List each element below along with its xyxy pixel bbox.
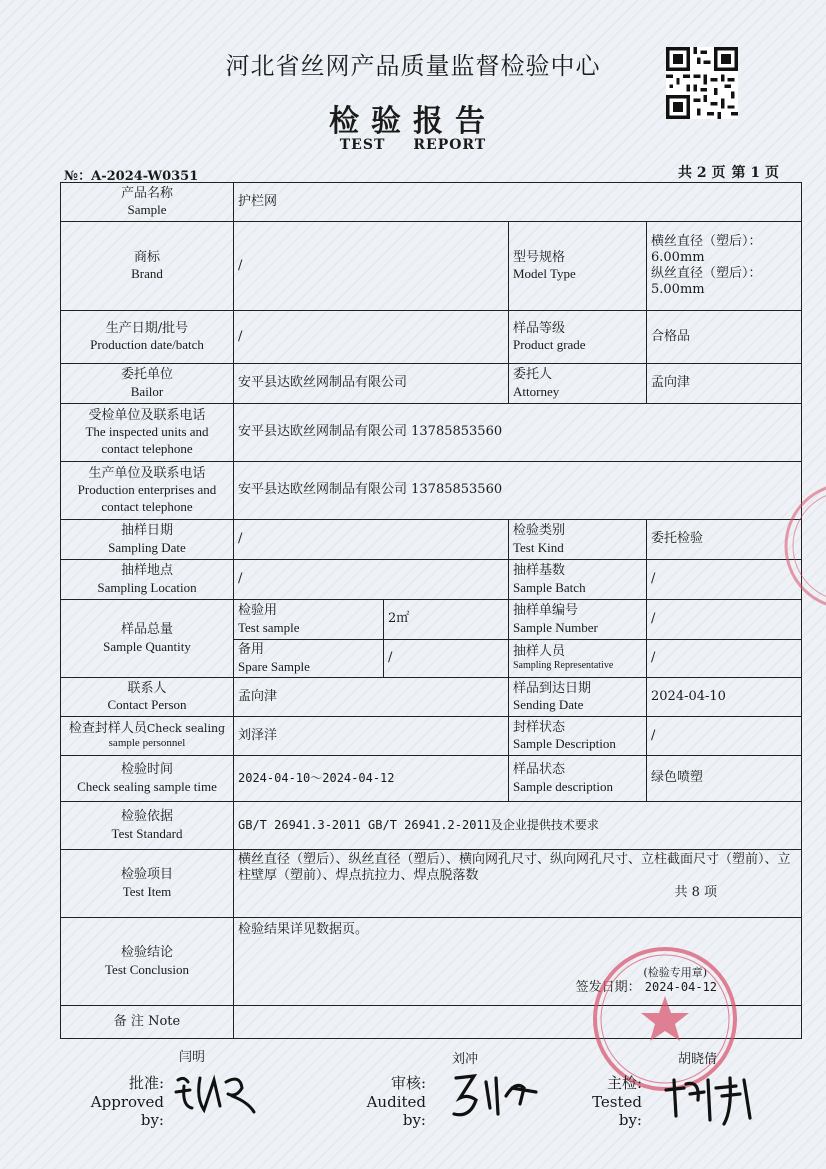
note-label: 备 注 Note xyxy=(61,1006,234,1039)
sample-state-label: 样品状态 Sample description xyxy=(509,756,647,802)
institution-name: 河北省丝网产品质量监督检验中心 xyxy=(225,52,601,80)
auditor-name: 刘冲 xyxy=(452,1052,479,1067)
check-time-label: 检验时间 Check sealing sample time xyxy=(61,756,234,802)
prod-date-value: / xyxy=(234,311,509,364)
table-row xyxy=(61,364,802,404)
tester-signature-icon xyxy=(660,1070,760,1130)
signature-area xyxy=(0,1040,826,1169)
grade-value: 合格品 xyxy=(647,311,802,364)
sample-state-value: 绿色喷塑 xyxy=(647,756,802,802)
sample-value: 护栏网 xyxy=(234,183,802,222)
check-time-value: 2024-04-10～2024-04-12 xyxy=(234,756,509,802)
issue-date: 签发日期： 2024-04-12 xyxy=(575,980,718,995)
table-row xyxy=(61,183,802,222)
table-row xyxy=(61,462,802,520)
sampling-date-value: / xyxy=(234,520,509,560)
attorney-value: 孟向津 xyxy=(647,364,802,404)
spare-sample-label: 备用 Spare Sample xyxy=(234,640,384,678)
items-label: 检验项目 Test Item xyxy=(61,850,234,918)
check-personnel-label: 检查封样人员Check sealing sample personnel xyxy=(61,717,234,756)
table-row xyxy=(61,850,802,918)
bailor-label: 委托单位 Bailor xyxy=(61,364,234,404)
sampling-location-label: 抽样地点 Sampling Location xyxy=(61,560,234,600)
auditor-signature-icon xyxy=(446,1068,546,1123)
grade-label: 样品等级 Product grade xyxy=(509,311,647,364)
test-kind-value: 委托检验 xyxy=(647,520,802,560)
seal-note: (检验专用章) xyxy=(643,966,708,980)
seam-stamp-icon xyxy=(778,466,826,626)
test-kind-label: 检验类别 Test Kind xyxy=(509,520,647,560)
standard-label: 检验依据 Test Standard xyxy=(61,802,234,850)
prod-date-label: 生产日期/批号 Production date/batch xyxy=(61,311,234,364)
quantity-label: 样品总量 Sample Quantity xyxy=(61,600,234,678)
table-row xyxy=(61,222,802,311)
inspected-value: 安平县达欧丝网制品有限公司 13785853560 xyxy=(234,404,802,462)
brand-label: 商标 Brand xyxy=(61,222,234,311)
sample-batch-value: / xyxy=(647,560,802,600)
sending-date-value: 2024-04-10 xyxy=(647,678,802,717)
standard-value: GB/T 26941.3-2011 GB/T 26941.2-2011及企业提供技术要求 xyxy=(234,802,802,850)
total-pages: 共 2 页 xyxy=(678,165,726,181)
sampling-rep-value: / xyxy=(647,640,802,678)
contact-value: 孟向津 xyxy=(234,678,509,717)
table-row xyxy=(61,678,802,717)
conclusion-label: 检验结论 Test Conclusion xyxy=(61,918,234,1006)
sample-batch-label: 抽样基数 Sample Batch xyxy=(509,560,647,600)
subtitle-test: TEST xyxy=(339,137,386,153)
items-count: 共 8 项 xyxy=(674,884,718,900)
spare-sample-value: / xyxy=(384,640,509,678)
inspected-label: 受检单位及联系电话 The inspected units and contact telephone xyxy=(61,404,234,462)
test-sample-label: 检验用 Test sample xyxy=(234,600,384,640)
approved-by: 批准: Approved by: xyxy=(90,1074,164,1129)
sample-number-value: / xyxy=(647,600,802,640)
approver-signature-icon xyxy=(170,1068,260,1118)
tester-name: 胡晓倩 xyxy=(678,1052,718,1067)
seal-state-label: 封样状态 Sample Description xyxy=(509,717,647,756)
test-sample-value: 2㎡ xyxy=(384,600,509,640)
bailor-value: 安平县达欧丝网制品有限公司 xyxy=(234,364,509,404)
subtitle-report: REPORT xyxy=(413,137,487,153)
approver-name: 闫明 xyxy=(179,1050,206,1065)
table-row xyxy=(61,560,802,600)
table-row xyxy=(61,311,802,364)
attorney-label: 委托人 Attorney xyxy=(509,364,647,404)
table-row xyxy=(61,802,802,850)
table-row xyxy=(61,520,802,560)
brand-value: / xyxy=(234,222,509,311)
conclusion-text: 检验结果详见数据页。 xyxy=(238,922,369,937)
qr-code-icon xyxy=(666,47,738,119)
seal-state-value: / xyxy=(647,717,802,756)
sample-label: 产品名称 Sample xyxy=(61,183,234,222)
page-number: 第 1 页 xyxy=(731,165,779,181)
sampling-location-value: / xyxy=(234,560,509,600)
model-label: 型号规格 Model Type xyxy=(509,222,647,311)
producer-label: 生产单位及联系电话 Production enterprises and contact telephone xyxy=(61,462,234,520)
page-info xyxy=(672,162,779,182)
items-text: 横丝直径（塑后）、纵丝直径（塑后）、横向网孔尺寸、纵向网孔尺寸、立柱截面尺寸（塑前）、立柱壁厚（塑前）、焊点抗拉力、焊点脱落数 xyxy=(238,852,791,884)
audited-by: 审核: Audited by: xyxy=(366,1074,426,1129)
producer-value: 安平县达欧丝网制品有限公司 13785853560 xyxy=(234,462,802,520)
table-row xyxy=(61,717,802,756)
table-row xyxy=(61,404,802,462)
table-row xyxy=(61,600,802,640)
tested-by: 主检: Tested by: xyxy=(592,1074,642,1129)
model-value: 横丝直径（塑后）： 6.00mm 纵丝直径（塑后）： 5.00mm xyxy=(647,222,802,311)
sampling-rep-label: 抽样人员 Sampling Representative xyxy=(509,640,647,678)
sampling-date-label: 抽样日期 Sampling Date xyxy=(61,520,234,560)
sample-number-label: 抽样单编号 Sample Number xyxy=(509,600,647,640)
table-row xyxy=(61,756,802,802)
report-number: №：A-2024-W0351 xyxy=(64,169,199,184)
report-subtitle xyxy=(0,137,826,153)
report-title: 检验报告 xyxy=(329,104,497,139)
contact-label: 联系人 Contact Person xyxy=(61,678,234,717)
check-personnel-value: 刘泽洋 xyxy=(234,717,509,756)
items-value xyxy=(234,850,802,918)
sending-date-label: 样品到达日期 Sending Date xyxy=(509,678,647,717)
report-table xyxy=(60,182,802,1039)
